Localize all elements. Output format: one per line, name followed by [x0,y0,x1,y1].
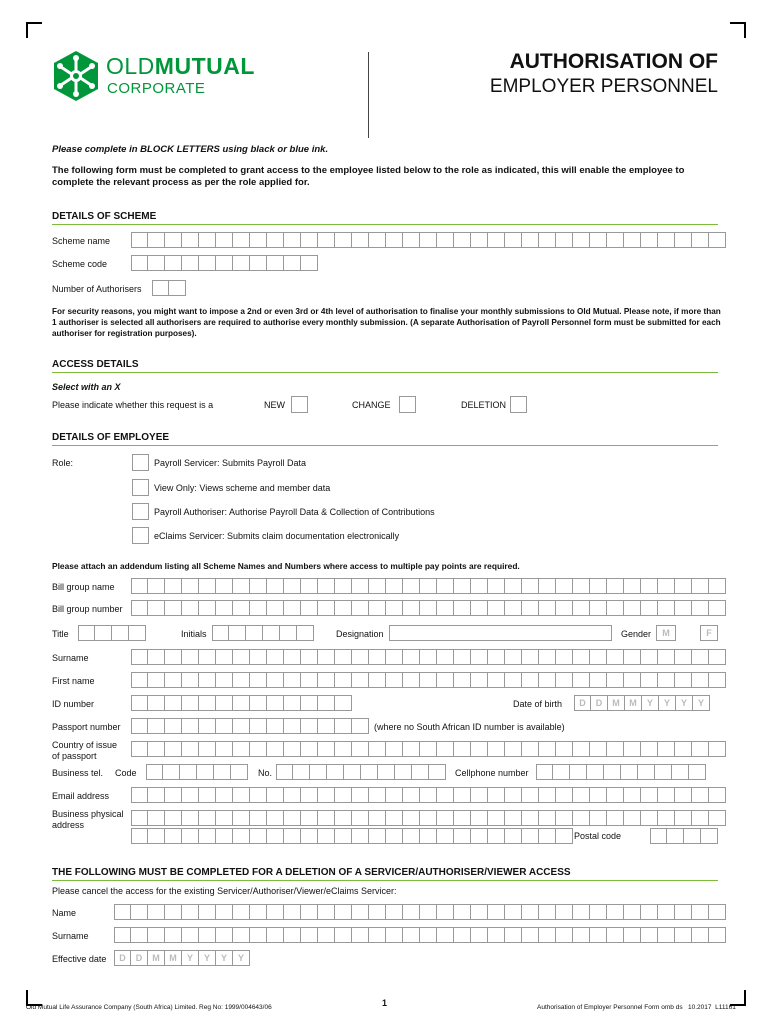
cellphone-label: Cellphone number [455,768,529,778]
role-option: Payroll Authoriser: Authorise Payroll Data & Collection of Contributions [154,507,435,517]
request-prompt: Please indicate whether this request is a [52,400,214,410]
passport-label: Passport number [52,722,121,732]
role-option: eClaims Servicer: Submits claim documentation electronically [154,531,400,541]
role-option: View Only: Views scheme and member data [154,483,331,493]
effective-date-label: Effective date [52,954,107,964]
postal-code-label: Postal code [574,831,622,841]
bill-group-number-input[interactable] [131,600,726,616]
deletion-surname-label: Surname [52,931,89,941]
email-label: Email address [52,791,110,801]
surname-label: Surname [52,653,89,663]
tel-number-input[interactable] [276,764,446,780]
deletion-prompt: Please cancel the access for the existing Servicer/Authoriser/Viewer/eClaims Servicer: [52,886,397,896]
bill-group-number-label: Bill group number [52,604,123,614]
role-checkbox-view-only[interactable] [132,479,149,496]
security-note: For security reasons, you might want to impose a 2nd or even 3rd or 4th level of authorisation to finalise your monthly submissions to Old Mutual. Please note, if more than 1 authoriser is selected all authorisers are required to authorise every monthly submission. (A separate Authorisation of Payroll Personnel form must be submitted for each authoriser for registration purposes). [52,307,721,338]
role-label: Role: [52,458,74,468]
deletion-checkbox[interactable] [510,396,527,413]
first-name-label: First name [52,676,95,686]
designation-input[interactable] [389,625,612,641]
brand-sub: CORPORATE [107,80,206,97]
id-number-input[interactable] [131,695,352,711]
footer-form-code: Authorisation of Employer Personnel Form omb ds 10.2017 L11161 [537,1004,736,1011]
address-input-line2[interactable] [131,828,573,844]
postal-code-input[interactable] [650,828,718,844]
scheme-name-label: Scheme name [52,236,111,246]
dob-input[interactable]: D D M M Y Y Y Y [574,695,710,711]
surname-input[interactable] [131,649,726,665]
gender-male-box[interactable]: M [656,625,676,641]
new-label: NEW [264,400,285,410]
tel-code-label: Code [115,768,137,778]
change-checkbox[interactable] [399,396,416,413]
gender-female-box[interactable]: F [700,625,718,641]
page-subtitle: EMPLOYER PERSONNEL [489,76,718,97]
tel-number-label: No. [258,768,273,778]
initials-label: Initials [181,629,207,639]
bill-group-name-input[interactable] [131,578,726,594]
passport-note: (where no South African ID number is available) [374,722,565,732]
cellphone-input[interactable] [536,764,706,780]
crop-mark-top-right [730,22,746,38]
old-mutual-logo-icon [52,50,100,102]
business-tel-label: Business tel. [52,768,104,778]
country-label-line1: Country of issue [52,740,118,750]
role-checkbox-eclaims-servicer[interactable] [132,527,149,544]
first-name-input[interactable] [131,672,726,688]
gender-label: Gender [621,629,652,639]
addendum-note: Please attach an addendum listing all Scheme Names and Numbers where access to multiple pay points are required. [52,561,520,571]
role-option: Payroll Servicer: Submits Payroll Data [154,458,307,468]
scheme-code-label: Scheme code [52,259,108,269]
dob-label: Date of birth [513,699,563,709]
page-title: AUTHORISATION OF [509,50,718,73]
role-checkbox-payroll-servicer[interactable] [132,454,149,471]
intro-instruction: Please complete in BLOCK LETTERS using black or blue ink. [52,144,329,155]
country-label-line2: of passport [52,751,97,761]
bill-group-name-label: Bill group name [52,582,115,592]
title-label: Title [52,629,69,639]
footer-page-number: 1 [382,998,388,1008]
new-checkbox[interactable] [291,396,308,413]
country-input[interactable] [131,741,726,757]
passport-input[interactable] [131,718,369,734]
section-heading-access: ACCESS DETAILS [52,359,718,373]
section-heading-employee: DETAILS OF EMPLOYEE [52,432,718,446]
crop-mark-top-left [26,22,42,38]
address-label-line1: Business physical [52,809,124,819]
authorisers-label: Number of Authorisers [52,284,142,294]
deletion-label: DELETION [461,400,507,410]
role-checkbox-payroll-authoriser[interactable] [132,503,149,520]
authorisers-input[interactable] [152,280,186,296]
deletion-name-input[interactable] [114,904,726,920]
header-divider [368,52,369,138]
deletion-surname-input[interactable] [114,927,726,943]
email-input[interactable] [131,787,726,803]
scheme-code-input[interactable] [131,255,318,271]
id-number-label: ID number [52,699,95,709]
effective-date-input[interactable]: D D M M Y Y Y Y [114,950,250,966]
select-instruction: Select with an X [52,382,121,392]
tel-code-input[interactable] [146,764,248,780]
section-heading-scheme: DETAILS OF SCHEME [52,211,718,225]
designation-label: Designation [336,629,384,639]
intro-text: The following form must be completed to grant access to the employee listed below to the role as indicated, this will enable the employee to complete the relevant process as per the role applied for. [52,165,685,188]
deletion-name-label: Name [52,908,77,918]
address-label-line2: address [52,820,85,830]
scheme-name-input[interactable] [131,232,726,248]
address-input-line1[interactable] [131,810,726,826]
footer-company: Old Mutual Life Assurance Company (South Africa) Limited. Reg No: 1999/004643/06 [26,1004,272,1011]
brand-name: OLDMUTUAL [106,53,255,79]
initials-input[interactable] [212,625,314,641]
title-input[interactable] [78,625,146,641]
change-label: CHANGE [352,400,391,410]
section-heading-deletion: THE FOLLOWING MUST BE COMPLETED FOR A DELETION OF A SERVICER/AUTHORISER/VIEWER ACCESS [52,867,718,881]
